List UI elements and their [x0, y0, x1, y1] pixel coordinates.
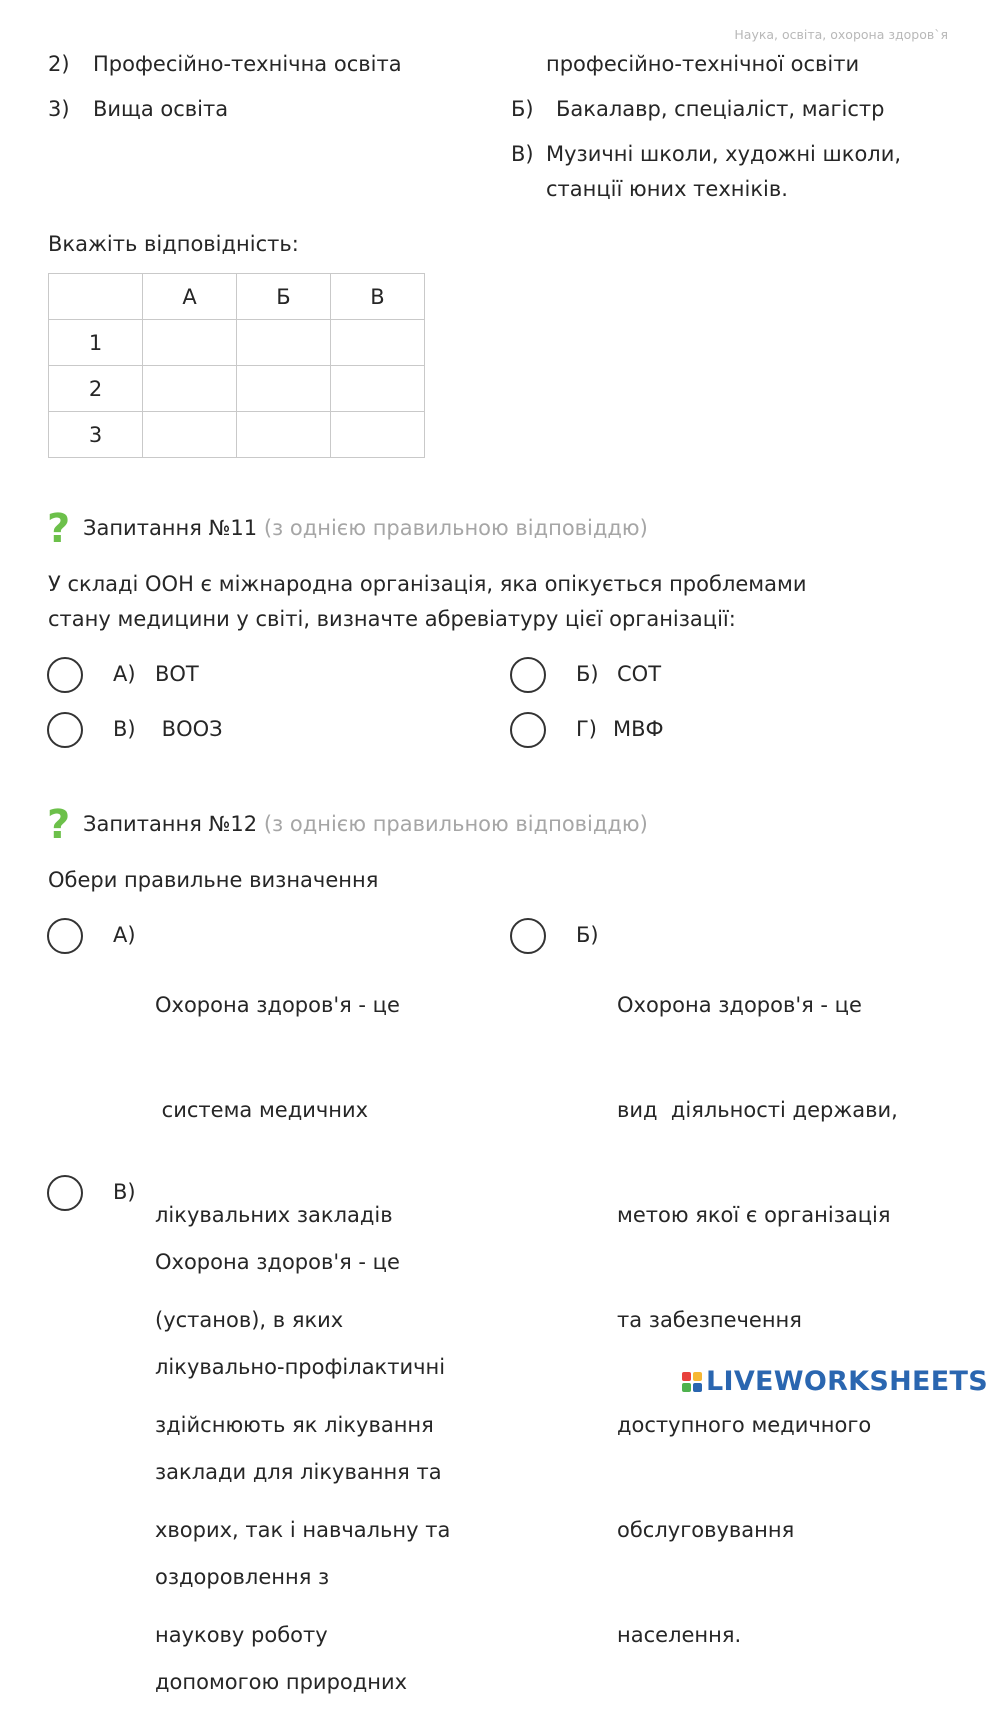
q12-option-b-line: метою якої є організація: [617, 1203, 891, 1227]
question-12-hint: (з однією правильною відповіддю): [263, 812, 648, 836]
q12-option-b-line: населення.: [617, 1623, 742, 1647]
logo-text: LIVEWORKSHEETS: [705, 1366, 988, 1397]
q12-option-a-line: система медичних: [155, 1098, 369, 1122]
q11-option-b-letter: Б): [576, 662, 599, 686]
question-mark-icon: ?: [47, 802, 71, 848]
table-header-b: Б: [237, 274, 331, 320]
left-item-2-number: 2): [48, 52, 70, 76]
logo-blocks-icon: [682, 1372, 702, 1392]
right-item-a-continuation: професійно-технічної освіти: [546, 52, 860, 76]
q12-option-v-letter: В): [113, 1180, 136, 1204]
question-11-header: [83, 513, 648, 543]
answer-cell-2-v[interactable]: [331, 366, 425, 412]
question-11-text-line1: У складі ООН є міжнародна організація, яка опікується проблемами: [48, 572, 807, 596]
q12-option-a-line: хворих, так і навчальну та: [155, 1518, 451, 1542]
right-item-b-text: Бакалавр, спеціаліст, магістр: [556, 97, 885, 121]
q11-option-a-radio[interactable]: [47, 657, 83, 693]
right-item-b-letter: Б): [511, 97, 534, 121]
matching-table: [48, 273, 425, 458]
q12-option-v-line: допомогою природних: [155, 1670, 408, 1694]
q11-option-g-text: МВФ: [613, 717, 664, 741]
q12-option-b-radio[interactable]: [510, 918, 546, 954]
question-11-text-line2: стану медицини у світі, визначте абревіатуру цієї організації:: [48, 607, 736, 631]
q12-option-a-letter: А): [113, 923, 136, 947]
question-mark-icon: ?: [47, 506, 71, 552]
q12-option-v-line: оздоровлення з: [155, 1565, 330, 1589]
q12-option-b-line: обслуговування: [617, 1518, 795, 1542]
q12-option-v-radio[interactable]: [47, 1175, 83, 1211]
answer-cell-1-a[interactable]: [143, 320, 237, 366]
liveworksheets-logo: [682, 1366, 988, 1397]
table-header-v: В: [331, 274, 425, 320]
left-item-3-text: Вища освіта: [93, 97, 229, 121]
question-11-title: Запитання №11: [83, 516, 258, 540]
answer-cell-2-b[interactable]: [237, 366, 331, 412]
table-header-row: [49, 274, 425, 320]
table-row-label: 1: [49, 320, 143, 366]
table-corner-cell: [49, 274, 143, 320]
right-item-v-letter: В): [511, 142, 534, 166]
q11-option-g-letter: Г): [576, 717, 597, 741]
q12-option-b-line: вид діяльності держави,: [617, 1098, 898, 1122]
table-row-label: 2: [49, 366, 143, 412]
q11-option-a-text: ВОТ: [155, 662, 199, 686]
left-item-2-text: Професійно-технічна освіта: [93, 52, 402, 76]
matching-prompt: Вкажіть відповідність:: [48, 232, 299, 256]
question-12-prompt: Обери правильне визначення: [48, 868, 379, 892]
table-row: [49, 320, 425, 366]
q12-option-a-line: Охорона здоров'я - це: [155, 993, 400, 1017]
answer-cell-3-v[interactable]: [331, 412, 425, 458]
logo-block: [693, 1383, 702, 1392]
answer-cell-3-b[interactable]: [237, 412, 331, 458]
q12-option-b-letter: Б): [576, 923, 599, 947]
q12-option-b-line: та забезпечення: [617, 1308, 802, 1332]
q12-option-a-radio[interactable]: [47, 918, 83, 954]
question-12-title: Запитання №12: [83, 812, 258, 836]
question-12-header: [83, 809, 648, 839]
logo-block: [682, 1383, 691, 1392]
answer-cell-3-a[interactable]: [143, 412, 237, 458]
q12-option-v-line: Охорона здоров'я - це: [155, 1250, 400, 1274]
answer-cell-1-v[interactable]: [331, 320, 425, 366]
q12-option-b-line: Охорона здоров'я - це: [617, 993, 862, 1017]
q11-option-v-radio[interactable]: [47, 712, 83, 748]
q12-option-b-line: доступного медичного: [617, 1413, 872, 1437]
table-row-label: 3: [49, 412, 143, 458]
q11-option-b-radio[interactable]: [510, 657, 546, 693]
question-11-hint: (з однією правильною відповіддю): [263, 516, 648, 540]
table-row: [49, 412, 425, 458]
q12-option-v-line: заклади для лікування та: [155, 1460, 442, 1484]
q11-option-a-letter: А): [113, 662, 136, 686]
right-item-v-text-line1: Музичні школи, художні школи,: [546, 142, 902, 166]
q12-option-v-line: лікувально-профілактичні: [155, 1355, 446, 1379]
q12-option-v-text: [155, 1175, 445, 1735]
table-header-a: А: [143, 274, 237, 320]
q11-option-v-text: ВООЗ: [155, 717, 223, 741]
right-item-v-text-line2: станції юних техніків.: [546, 177, 788, 201]
q12-option-b-text: [617, 918, 898, 1688]
q12-option-a-line: лікувальних закладів: [155, 1203, 393, 1227]
q11-option-g-radio[interactable]: [510, 712, 546, 748]
q12-option-a-line: здійснюють як лікування: [155, 1413, 434, 1437]
q12-option-a-line: (установ), в яких: [155, 1308, 344, 1332]
page-topic: Наука, освіта, охорона здоров`я: [734, 27, 948, 42]
q11-option-b-text: СОТ: [617, 662, 662, 686]
q11-option-v-letter: В): [113, 717, 136, 741]
answer-cell-2-a[interactable]: [143, 366, 237, 412]
logo-block: [682, 1372, 691, 1381]
logo-block: [693, 1372, 702, 1381]
answer-cell-1-b[interactable]: [237, 320, 331, 366]
table-row: [49, 366, 425, 412]
left-item-3-number: 3): [48, 97, 70, 121]
q12-option-a-line: наукову роботу: [155, 1623, 328, 1647]
